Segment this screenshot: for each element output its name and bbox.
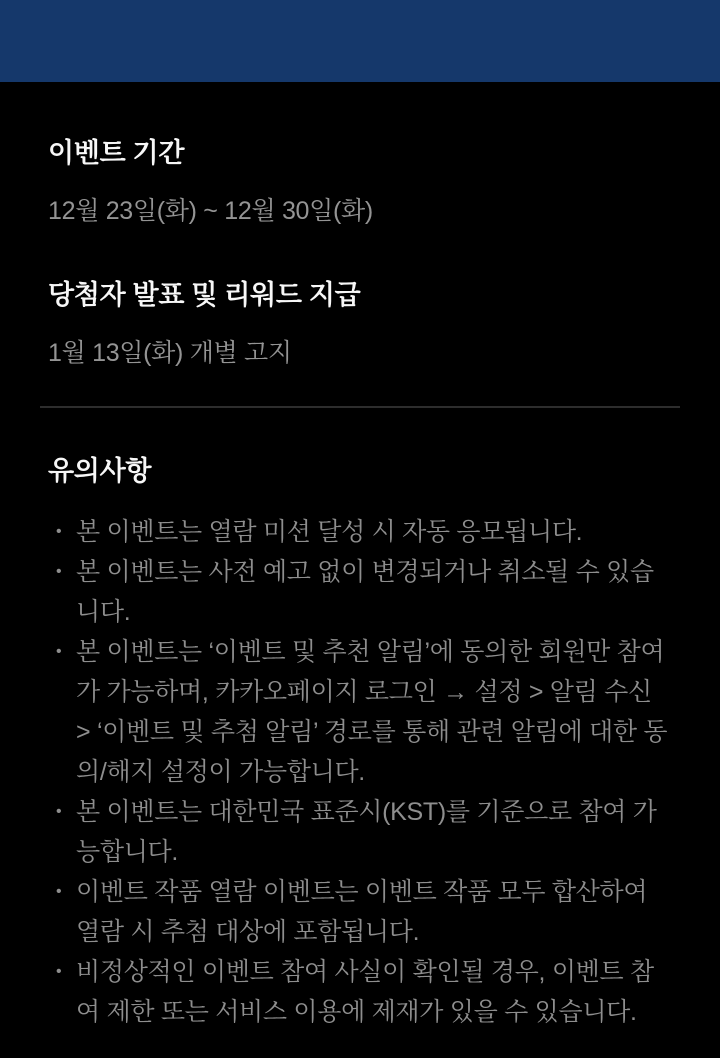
note-item: • 본 이벤트는 사전 예고 없이 변경되거나 취소될 수 있습니다. bbox=[48, 552, 672, 632]
event-banner-bottom bbox=[0, 0, 720, 82]
event-period-value: 12월 23일(화) ~ 12월 30일(화) bbox=[48, 197, 373, 225]
note-item: • 본 이벤트는 대한민국 표준시(KST)를 기준으로 참여 가능합니다. bbox=[48, 792, 672, 872]
section-divider bbox=[40, 406, 680, 408]
note-item: • 비정상적인 이벤트 참여 사실이 확인될 경우, 이벤트 참여 제한 또는 서비스 이용에 제재가 있을 수 있습니다. bbox=[48, 952, 672, 1032]
note-item: • 본 이벤트는 열람 미션 달성 시 자동 응모됩니다. bbox=[48, 512, 672, 552]
event-period-title: 이벤트 기간 bbox=[48, 138, 185, 168]
note-item: • 이벤트 작품 열람 이벤트는 이벤트 작품 모두 합산하여 열람 시 추첨 대상에 포함됩니다. bbox=[48, 872, 672, 952]
notes-list bbox=[48, 512, 672, 1032]
winner-announcement-value: 1월 13일(화) 개별 고지 bbox=[48, 339, 292, 367]
event-notice-page bbox=[0, 82, 720, 1032]
notes-title: 유의사항 bbox=[48, 456, 152, 486]
note-item: • 본 이벤트는 ‘이벤트 및 추천 알림’에 동의한 회원만 참여가 가능하며, 카카오페이지 로그인 → 설정 > 알림 수신 > ‘이벤트 및 추첨 알림’ 경로를 통해 관련 알림에 대한 동의/해지 설정이 가능합니다. bbox=[48, 632, 672, 792]
winner-announcement-title: 당첨자 발표 및 리워드 지급 bbox=[48, 280, 361, 310]
